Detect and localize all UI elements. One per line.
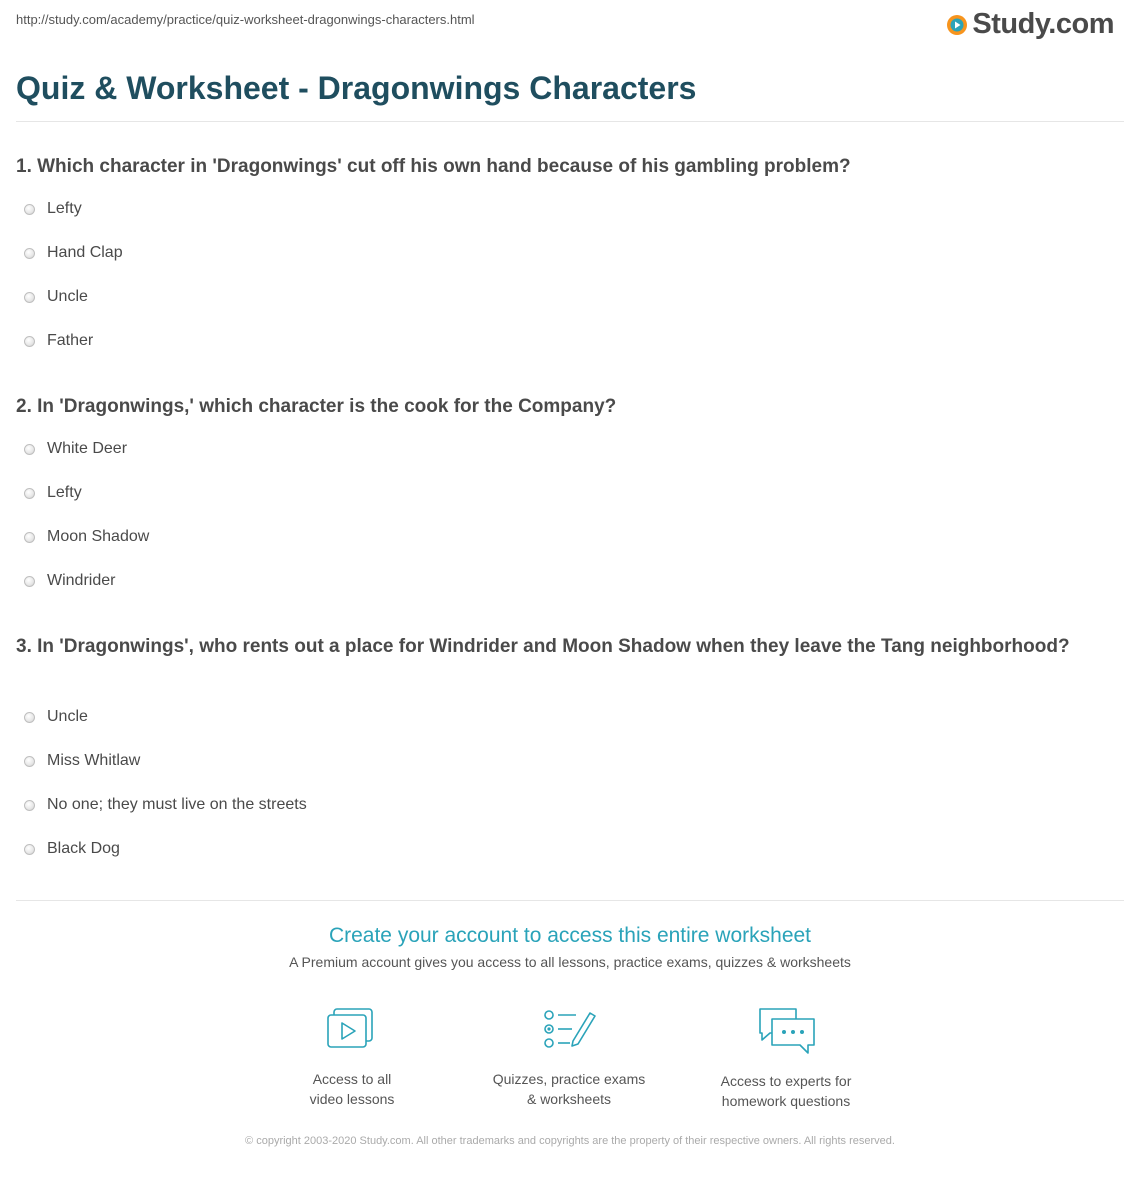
option-label: Hand Clap xyxy=(47,244,123,261)
option-label: Lefty xyxy=(47,200,82,217)
study-logo[interactable] xyxy=(946,8,1114,41)
option-label: Lefty xyxy=(47,484,82,501)
option-label: Miss Whitlaw xyxy=(47,752,141,769)
option-label: Father xyxy=(47,332,94,349)
feature-label xyxy=(676,1071,896,1111)
radio-button[interactable] xyxy=(24,204,35,215)
option-label: Moon Shadow xyxy=(47,528,150,545)
cta-title[interactable]: Create your account to access this entire worksheet xyxy=(328,924,812,947)
q1-option-2[interactable] xyxy=(24,244,123,262)
feature-label xyxy=(242,1069,462,1109)
radio-button[interactable] xyxy=(24,712,35,723)
q2-option-4[interactable] xyxy=(24,572,115,590)
question-1: 1. Which character in 'Dragonwings' cut off his own hand because of his gambling problem? xyxy=(16,156,851,177)
feature-line: & worksheets xyxy=(526,1091,612,1107)
radio-button[interactable] xyxy=(24,756,35,767)
quiz-checklist-icon xyxy=(540,1005,598,1055)
feature-video-lessons xyxy=(242,1005,462,1109)
radio-button[interactable] xyxy=(24,844,35,855)
q2-option-2[interactable] xyxy=(24,484,82,502)
option-label: Black Dog xyxy=(47,840,120,857)
logo-text: Study.com xyxy=(972,8,1114,40)
radio-button[interactable] xyxy=(24,248,35,259)
cta-subtitle: A Premium account gives you access to all lessons, practice exams, quizzes & worksheets xyxy=(289,954,851,970)
q3-option-2[interactable] xyxy=(24,752,140,770)
title-divider xyxy=(16,121,1124,122)
chat-bubbles-icon xyxy=(754,1005,818,1057)
video-lessons-icon xyxy=(324,1005,380,1055)
copyright-footer xyxy=(0,1133,1140,1150)
q3-option-1[interactable] xyxy=(24,708,88,726)
q1-option-4[interactable] xyxy=(24,332,93,350)
feature-line: Access to experts for xyxy=(720,1073,852,1089)
feature-label xyxy=(459,1069,679,1109)
option-label: White Deer xyxy=(47,440,128,457)
question-3: 3. In 'Dragonwings', who rents out a place for Windrider and Moon Shadow when they leave the Tang neighborhood? xyxy=(16,636,1070,657)
radio-button[interactable] xyxy=(24,800,35,811)
option-label: Uncle xyxy=(47,288,88,305)
radio-button[interactable] xyxy=(24,292,35,303)
option-label: No one; they must live on the streets xyxy=(47,796,307,813)
play-logo-icon xyxy=(946,14,968,36)
q3-option-3[interactable] xyxy=(24,796,307,814)
option-label: Windrider xyxy=(47,572,116,589)
page-url: http://study.com/academy/practice/quiz-worksheet-dragonwings-characters.html xyxy=(16,12,475,27)
feature-line: homework questions xyxy=(721,1093,851,1109)
option-label: Uncle xyxy=(47,708,88,725)
feature-experts xyxy=(676,1005,896,1111)
radio-button[interactable] xyxy=(24,488,35,499)
radio-button[interactable] xyxy=(24,576,35,587)
question-2: 2. In 'Dragonwings,' which character is the cook for the Company? xyxy=(16,396,617,417)
q1-option-3[interactable] xyxy=(24,288,88,306)
radio-button[interactable] xyxy=(24,444,35,455)
q1-option-1[interactable] xyxy=(24,200,82,218)
feature-line: video lessons xyxy=(309,1091,395,1107)
page-title: Quiz & Worksheet - Dragonwings Characters xyxy=(16,70,697,106)
radio-button[interactable] xyxy=(24,532,35,543)
q3-option-4[interactable] xyxy=(24,840,120,858)
feature-line: Quizzes, practice exams xyxy=(492,1071,646,1087)
feature-line: Access to all xyxy=(312,1071,392,1087)
feature-quizzes xyxy=(459,1005,679,1109)
radio-button[interactable] xyxy=(24,336,35,347)
q2-option-1[interactable] xyxy=(24,440,127,458)
q2-option-3[interactable] xyxy=(24,528,149,546)
section-divider xyxy=(16,900,1124,901)
copyright-text: © copyright 2003-2020 Study.com. All other trademarks and copyrights are the property of their respective owners. All rights reserved. xyxy=(245,1135,895,1147)
